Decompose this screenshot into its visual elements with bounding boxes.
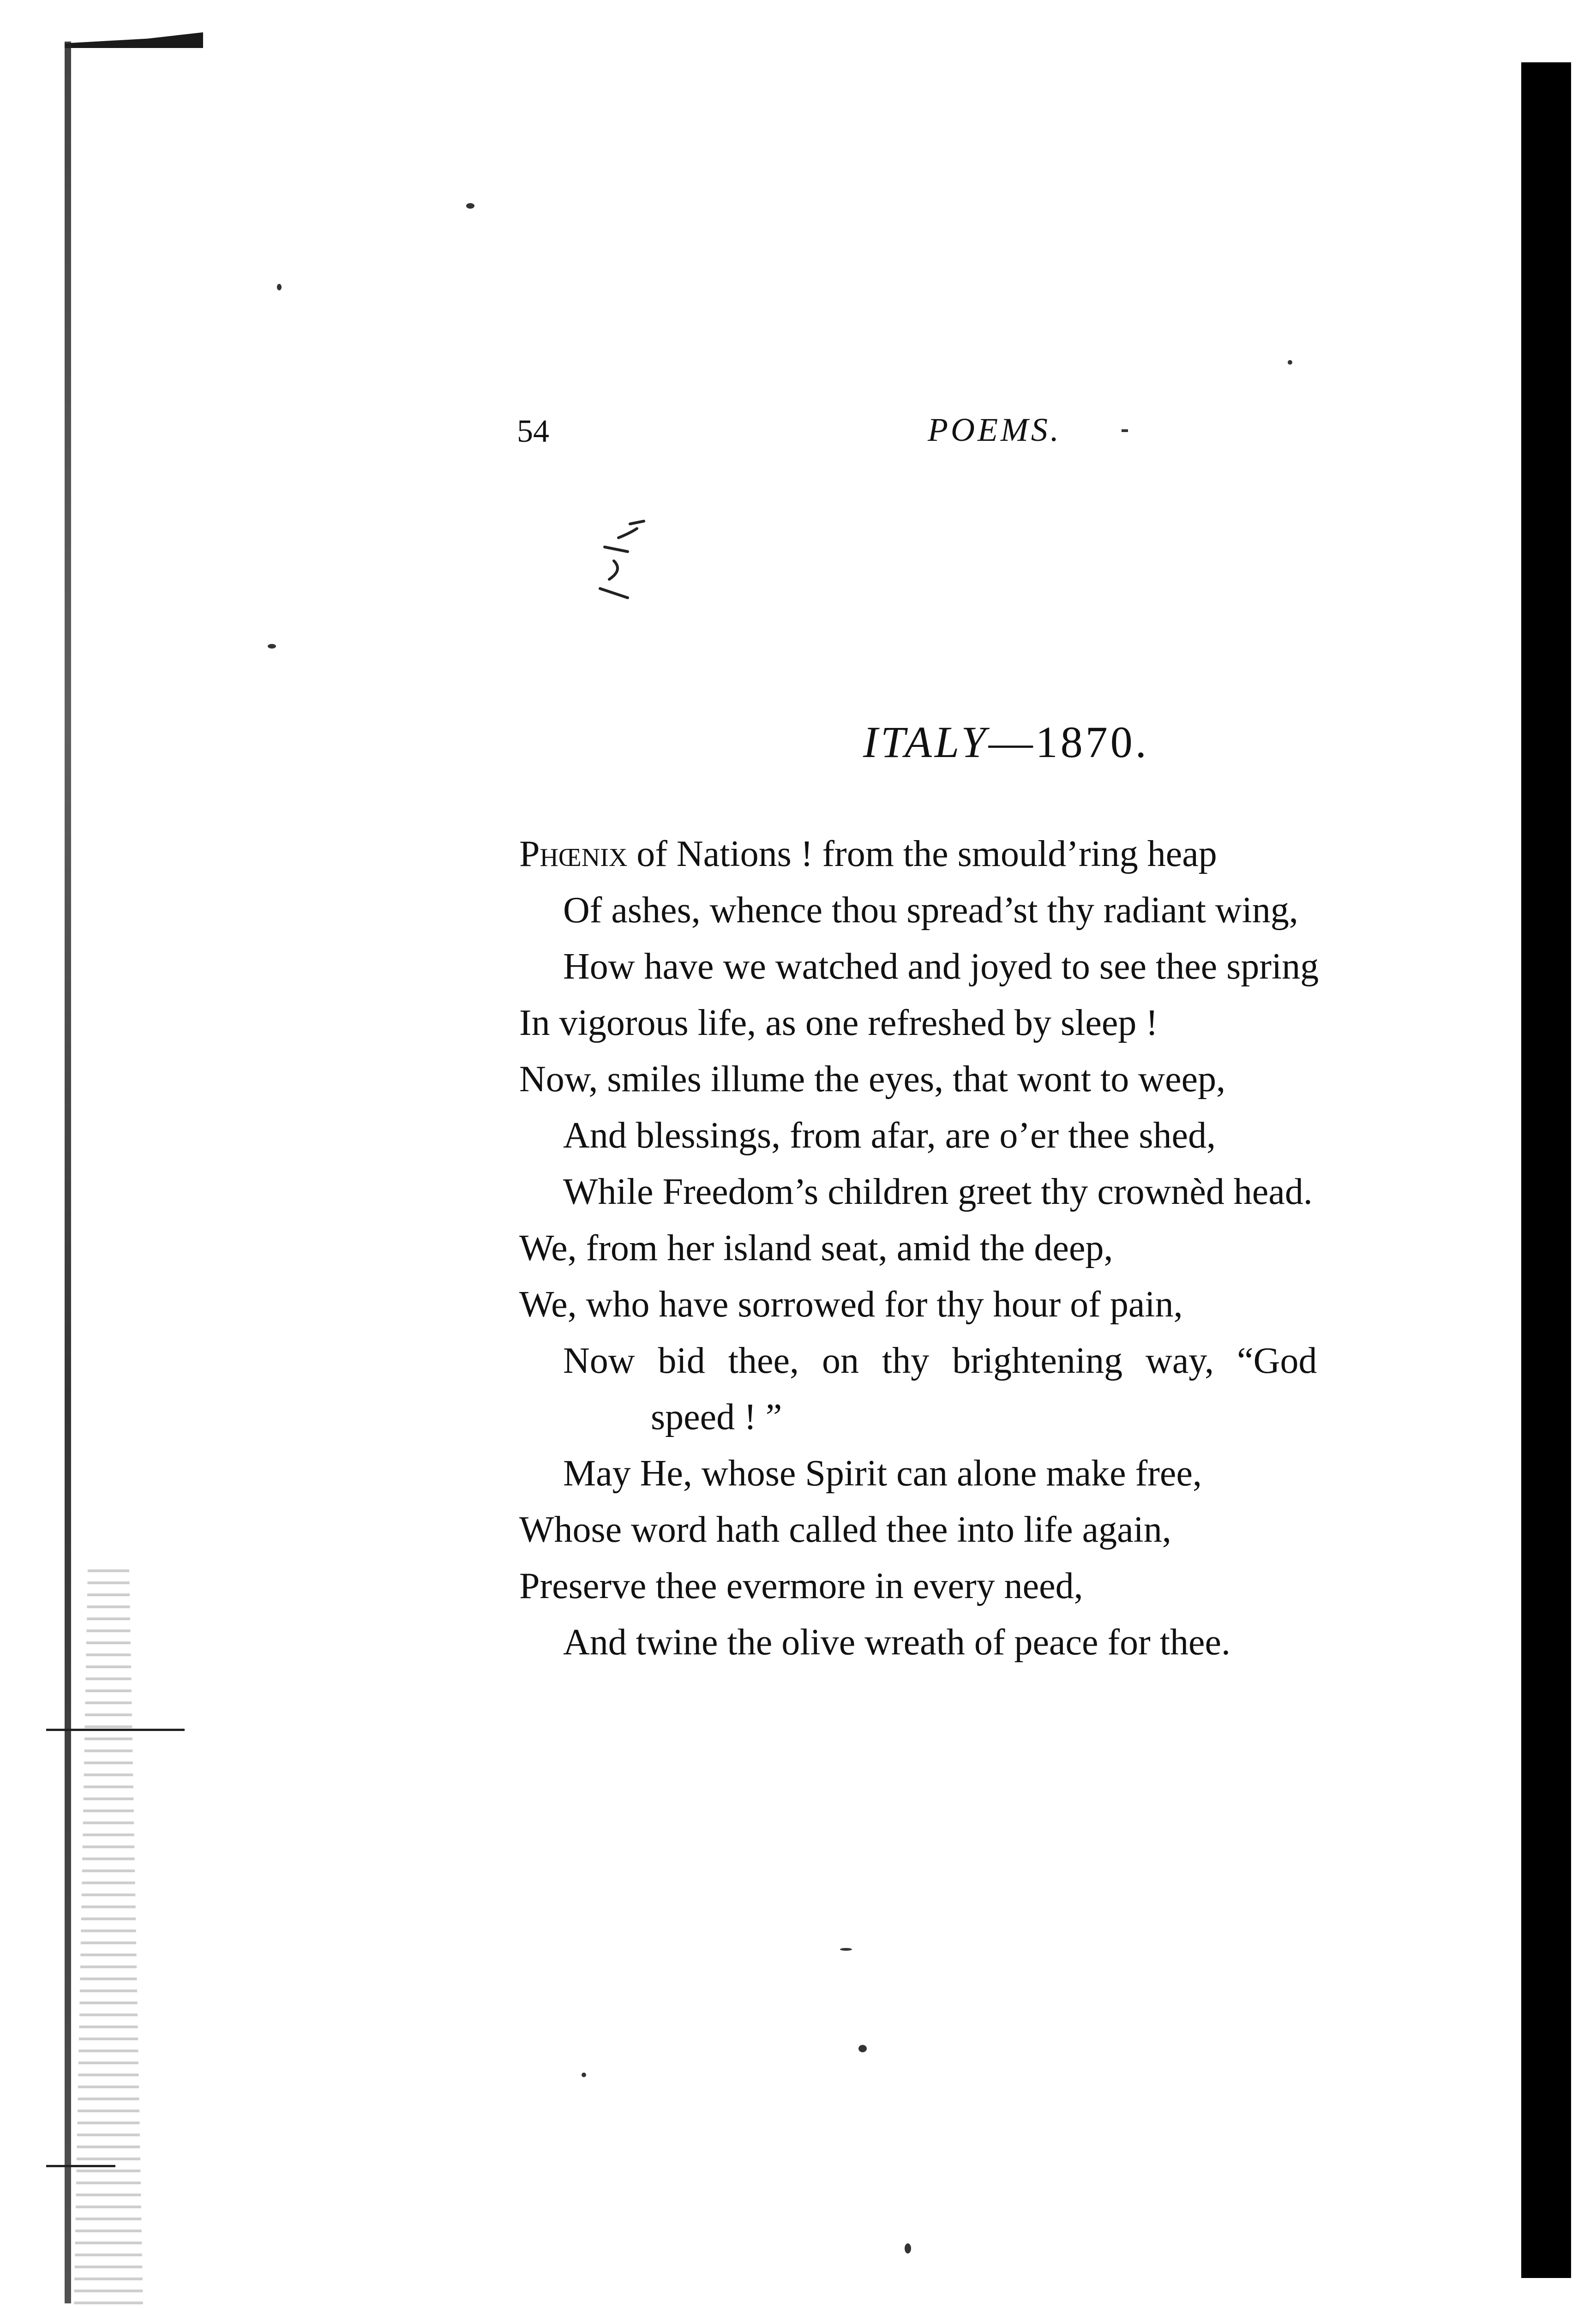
poem-line [519,835,1217,872]
scan-speck [268,644,276,649]
poem-line: May He, whose Spirit can alone make free, [563,1453,1202,1494]
poem-line: And blessings, from afar, are o’er thee shed, [563,1115,1216,1156]
poem-line: Whose word hath called thee into life again, [519,1509,1171,1550]
poem-line: We, from her island seat, amid the deep, [519,1228,1113,1268]
poem-line: speed ! ” [651,1397,782,1437]
poem-title-year: —1870. [988,717,1149,767]
scan-speck [277,284,282,290]
poem-line: How have we watched and joyed to see thee spring [563,946,1319,987]
poem-line: Now, smiles illume the eyes, that wont to weep, [519,1059,1226,1100]
poem-line: And twine the olive wreath of peace for thee. [563,1622,1231,1663]
scan-speck [1122,429,1128,432]
poem-first-word: Phœnix [519,834,628,874]
poem-line: In vigorous life, as one refreshed by sleep ! [519,1003,1158,1043]
poem-line: While Freedom’s children greet thy crownèd head. [563,1172,1313,1212]
running-head: POEMS. [928,411,1062,448]
page-number: 54 [517,414,549,449]
scan-speck [905,2243,911,2254]
scan-dark-edge [1521,62,1571,2278]
poem-title [863,717,1149,767]
poem-line-text: of Nations ! from the smould’ring heap [627,834,1217,874]
scan-rule [46,1729,185,1731]
scan-speck [858,2045,867,2052]
scan-rule [46,2165,115,2167]
poem-line: Preserve thee evermore in every need, [519,1566,1083,1606]
scan-binding-edge-top [65,32,203,48]
printer-ornament-mark [586,519,651,602]
scan-speck [582,2073,586,2077]
poem-line: Of ashes, whence thou spread’st thy radiant wing, [563,890,1298,931]
poem-line: We, who have sorrowed for thy hour of pain, [519,1284,1183,1325]
scan-binding-edge [65,42,71,2303]
scan-speck [466,203,474,209]
poem-line: Now bid thee, on thy brightening way, “God [563,1340,1317,1381]
poem-title-name: ITALY [863,717,989,767]
scan-speck [1288,360,1292,365]
scan-speck [840,1948,852,1951]
